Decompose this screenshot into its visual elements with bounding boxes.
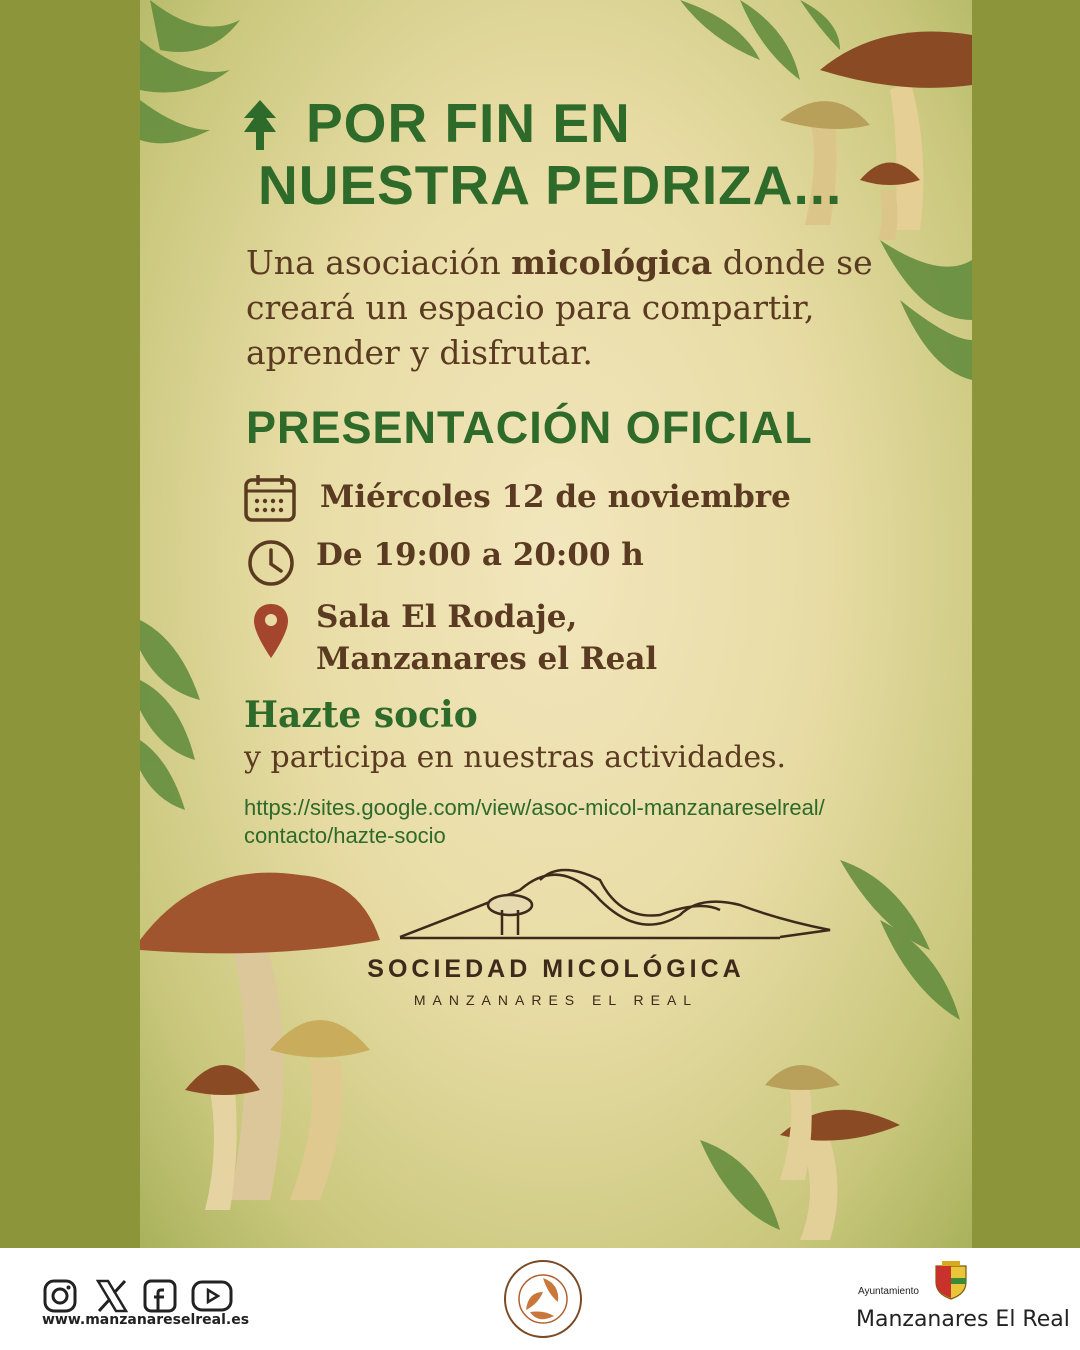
signup-link[interactable] bbox=[244, 794, 964, 850]
tree-icon bbox=[242, 100, 278, 150]
join-title: Hazte socio bbox=[244, 694, 478, 736]
facebook-icon[interactable] bbox=[142, 1278, 178, 1314]
youtube-icon[interactable] bbox=[190, 1278, 234, 1314]
event-poster bbox=[140, 0, 972, 1248]
instagram-icon[interactable] bbox=[42, 1278, 78, 1314]
location-pin-icon bbox=[252, 602, 290, 660]
website-link[interactable]: www.manzanareselreal.es bbox=[42, 1312, 250, 1328]
headline-line1: POR FIN EN bbox=[306, 92, 631, 154]
signup-link-line2[interactable]: contacto/hazte-socio bbox=[244, 823, 446, 848]
fern-left-middle bbox=[140, 620, 200, 810]
event-time: De 19:00 a 20:00 h bbox=[316, 537, 644, 573]
intro-bold: micológica bbox=[511, 243, 713, 282]
intro-text bbox=[246, 240, 936, 375]
intro-part2: donde se creará un espacio para compartir, aprender y disfrutar. bbox=[246, 243, 873, 372]
footer-bar bbox=[0, 1248, 1080, 1350]
coat-of-arms-icon bbox=[934, 1260, 968, 1300]
mushrooms-bottom-left bbox=[140, 873, 380, 1210]
peace-culture-seal-icon bbox=[502, 1258, 584, 1340]
join-subtitle: y participa en nuestras actividades. bbox=[244, 740, 787, 775]
headline-line2: NUESTRA PEDRIZA... bbox=[258, 154, 843, 216]
clock-icon bbox=[246, 538, 296, 588]
presentation-title: PRESENTACIÓN OFICIAL bbox=[246, 402, 813, 453]
event-place-line2: Manzanares el Real bbox=[316, 641, 658, 677]
society-logo-mark bbox=[400, 870, 830, 938]
event-place-line1: Sala El Rodaje, bbox=[316, 599, 578, 635]
x-icon[interactable] bbox=[94, 1278, 130, 1314]
fern-top-left bbox=[140, 0, 240, 143]
mushrooms-bottom-right bbox=[765, 1065, 900, 1240]
society-subtitle: MANZANARES EL REAL bbox=[413, 992, 699, 1008]
signup-link-line1[interactable]: https://sites.google.com/view/asoc-micol-manzanareselreal/ bbox=[244, 795, 825, 820]
municipality-name: Manzanares El Real bbox=[856, 1307, 1070, 1332]
calendar-icon bbox=[244, 474, 296, 522]
event-date: Miércoles 12 de noviembre bbox=[320, 479, 791, 515]
intro-part1: Una asociación bbox=[246, 243, 512, 282]
ayuntamiento-label: Ayuntamiento bbox=[858, 1286, 919, 1297]
society-name: SOCIEDAD MICOLÓGICA bbox=[367, 955, 745, 983]
